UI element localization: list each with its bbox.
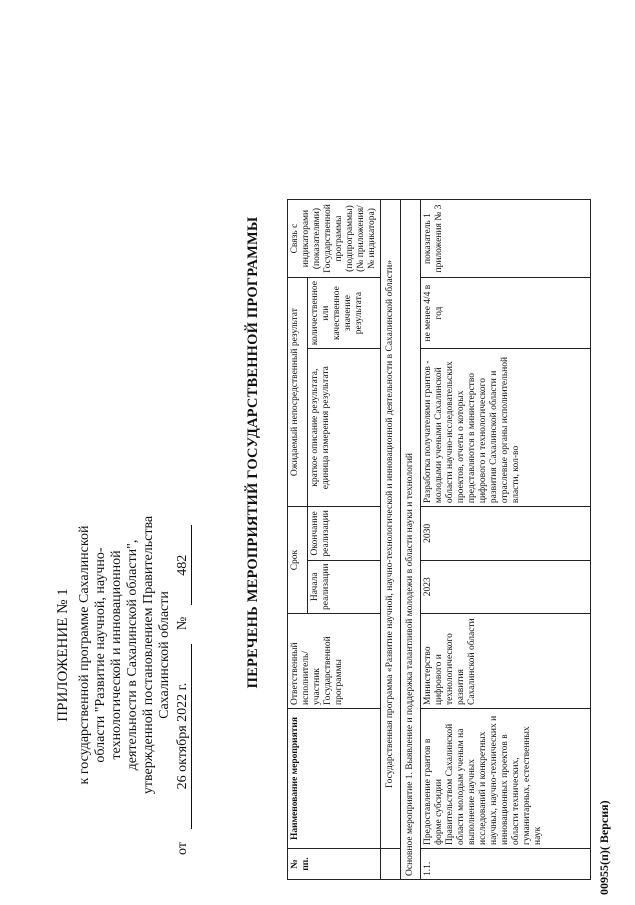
column-header-term-start: Начала реализации bbox=[307, 560, 380, 613]
appendix-line: деятельности в Сахалинской области", bbox=[125, 539, 140, 771]
appendix-line: технологической и инновационной bbox=[109, 550, 124, 760]
cell-executor: Министерство цифрового и технологического развития Сахалинской области bbox=[421, 614, 591, 709]
column-header-result-desc: краткое описание результата, единица измерения результата bbox=[307, 349, 380, 507]
program-title-cell: Государственная программа «Развитие научной, научно-технологической и инновационной деятельности в Сахалинской области» bbox=[381, 200, 401, 849]
cell-result-desc: Разработка получателями грантов - молодыми учеными Сахалинской области научно-исследовательских проектов, отчеты о которых представляются в министерство цифрового и технологического развития Сахалинской области и отраслевые органы исполнительной власти, кол-во bbox=[421, 349, 591, 507]
appendix-line: области "Развитие научной, научно- bbox=[93, 547, 108, 763]
column-header-link: Связь с индикаторами (показателями) Государственной программы (подпрограммы) (№ приложения/№ индикатора) bbox=[288, 200, 381, 278]
cell-name: Предоставление грантов в форме субсидии Правительством Сахалинской области молодым ученым на выполнение научных исследований и конкретных научных, научно-технических и инновационных проектов в области технических, гуманитарных, естественных наук bbox=[421, 709, 591, 849]
cell-link: показатель 1 приложения № 3 bbox=[421, 200, 591, 278]
page-title: ПЕРЕЧЕНЬ МЕРОПРИЯТИЙ ГОСУДАРСТВЕННОЙ ПРОГРАММЫ bbox=[245, 216, 261, 689]
cell-num: 1.1. bbox=[421, 849, 591, 880]
column-header-term: Срок bbox=[288, 507, 308, 614]
column-header-result-value: количественное или качественное значение результата bbox=[307, 278, 380, 349]
table-row-main-event bbox=[401, 200, 421, 880]
appendix-header bbox=[55, 455, 192, 855]
approval-number: 482 bbox=[175, 525, 192, 605]
column-header-executor: Ответственный исполнитель/ участник Государственной программы bbox=[288, 614, 381, 709]
table-row bbox=[421, 200, 591, 880]
cell-end: 2030 bbox=[421, 507, 591, 560]
table-row-program bbox=[381, 200, 401, 880]
events-table bbox=[287, 199, 591, 880]
from-label: от bbox=[175, 842, 190, 855]
column-header-num: № пп. bbox=[288, 849, 381, 880]
column-header-term-end: Окончание реализации bbox=[307, 507, 380, 560]
appendix-line: утвержденной постановлением Правительства bbox=[141, 515, 156, 795]
appendix-title: ПРИЛОЖЕНИЕ № 1 bbox=[55, 588, 71, 722]
main-event-cell: Основное мероприятие 1. Выявление и поддержка талантливой молодежи в области науки и технологий bbox=[401, 200, 421, 880]
approval-date: 26 октября 2022 г. bbox=[175, 644, 192, 829]
column-header-name: Наименование мероприятия bbox=[288, 709, 381, 849]
approval-date-line bbox=[175, 455, 192, 855]
cell-start: 2023 bbox=[421, 560, 591, 613]
column-header-result: Ожидаемый непосредственный результат bbox=[288, 278, 308, 507]
appendix-line: Сахалинской области bbox=[157, 591, 172, 719]
cell-result-value: не менее 4/4 в год bbox=[421, 278, 591, 349]
document-version-stamp: 00955(п)( Версия) bbox=[597, 800, 611, 895]
table-header-row bbox=[288, 200, 308, 880]
appendix-line: к государственной программе Сахалинской bbox=[77, 525, 92, 785]
number-label: № bbox=[175, 616, 190, 631]
